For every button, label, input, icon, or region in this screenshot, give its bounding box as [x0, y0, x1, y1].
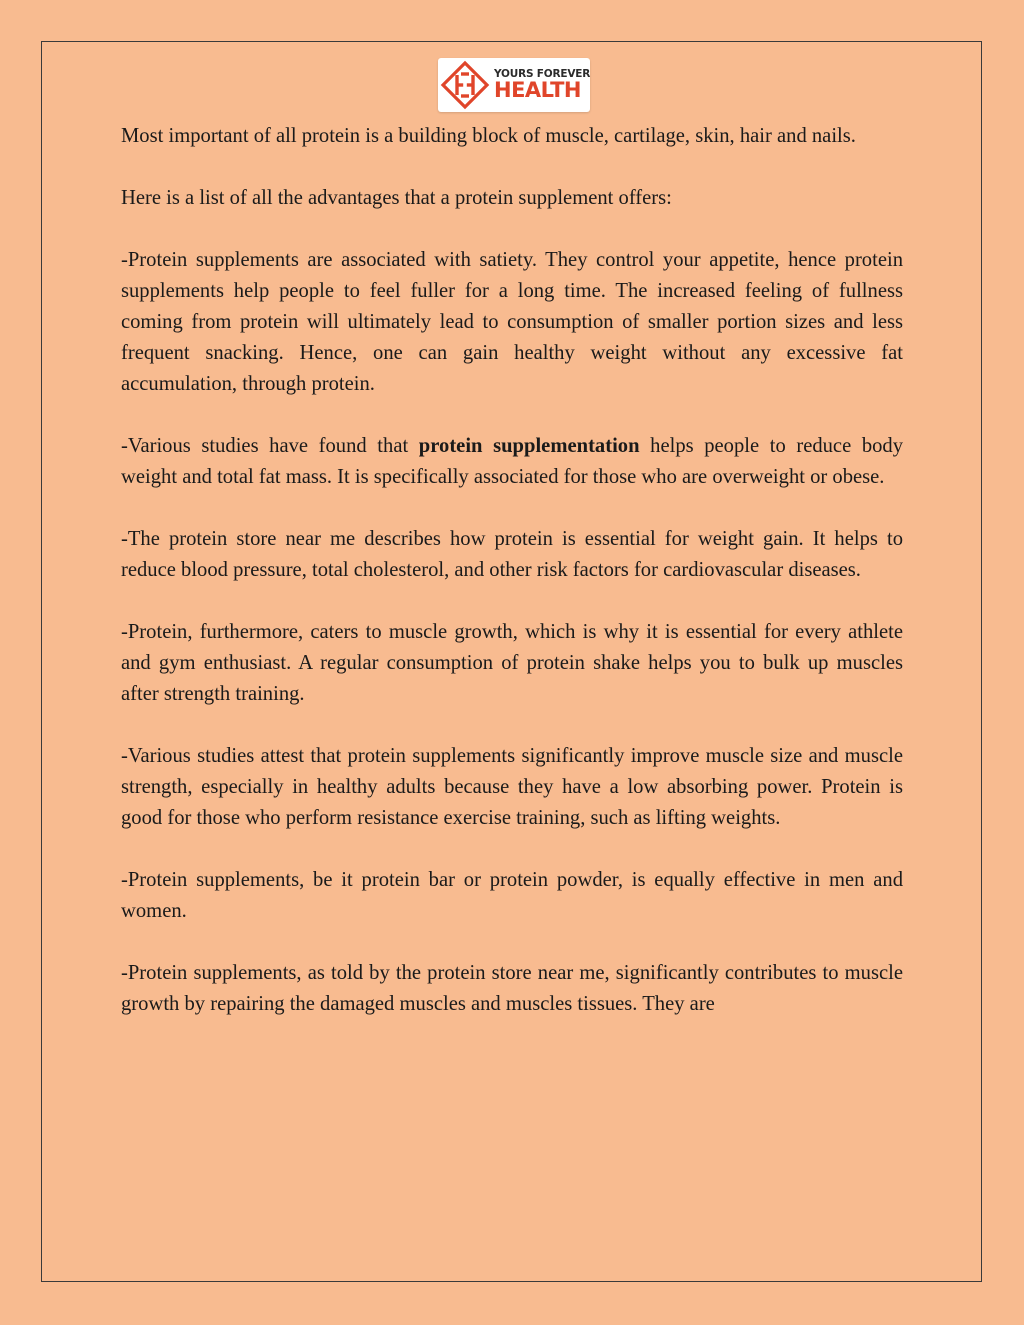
paragraph-weight-loss-rest: helps people to reduce body weight and total fat mass. It is specifically associated for those who are overweight or obese.	[121, 435, 904, 488]
paragraph-satiety: -Protein supplements are associated with satiety. They control your appetite, hence protein supplements help people to feel fuller for a long time. The increased feeling of fullness coming from protein will ultimately lead to consumption of smaller portion sizes and less frequent snacking. Hence, one can gain healthy weight without any excessive fat accumulation, through protein.	[121, 249, 903, 395]
logo-wordmark	[494, 69, 590, 102]
paragraph-muscle-growth: -Protein, furthermore, caters to muscle growth, which is why it is essential for every athlete and gym enthusiast. A regular consumption of protein shake helps you to bulk up muscles after strength training.	[121, 621, 903, 705]
paragraph-weight-loss	[121, 431, 903, 493]
paragraph-men-women: -Protein supplements, be it protein bar or protein powder, is equally effective in men and women.	[121, 869, 903, 922]
logo-emblem-icon	[440, 60, 490, 110]
paragraph-repair: -Protein supplements, as told by the protein store near me, significantly contributes to muscle growth by repairing the damaged muscles and muscles tissues. They are	[121, 962, 903, 1015]
paragraph-intro: Most important of all protein is a building block of muscle, cartilage, skin, hair and nails.	[121, 125, 856, 147]
paragraph-muscle-strength: -Various studies attest that protein supplements significantly improve muscle size and muscle strength, especially in healthy adults because they have a low absorbing power. Protein is good for those who perform resistance exercise training, such as lifting weights.	[121, 745, 903, 829]
bold-keyword: protein supplementation	[418, 435, 640, 457]
logo-line-top: YOURS FOREVER	[494, 67, 591, 80]
paragraph-weight-gain: -The protein store near me describes how protein is essential for weight gain. It helps to reduce blood pressure, total cholesterol, and other risk factors for cardiovascular diseases.	[121, 528, 903, 581]
logo-line-bottom: HEALTH	[494, 78, 581, 103]
paragraph-list-intro: Here is a list of all the advantages that a protein supplement offers:	[121, 187, 672, 209]
brand-logo	[438, 58, 590, 112]
body-text	[121, 121, 903, 1020]
paragraph-weight-loss-lead: -Various studies have found that	[121, 435, 419, 457]
